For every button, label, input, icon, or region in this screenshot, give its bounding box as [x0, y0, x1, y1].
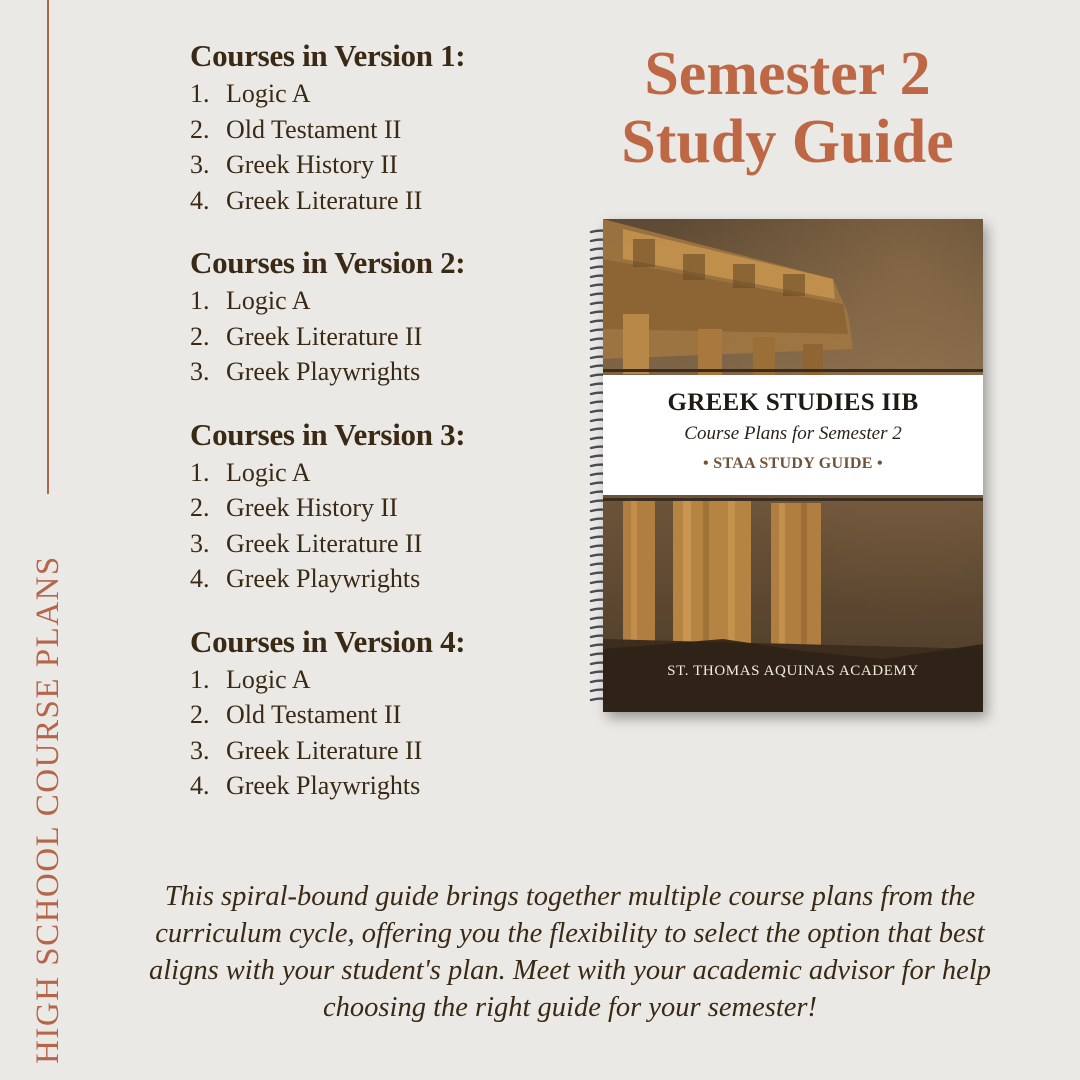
course-name: Logic A	[226, 664, 311, 694]
study-guide-book-cover	[603, 219, 983, 712]
title-line-2: Study Guide	[621, 108, 954, 176]
course-item	[190, 283, 570, 319]
course-name: Greek Playwrights	[226, 771, 421, 800]
version-heading: Courses in Version 3:	[190, 416, 466, 452]
course-item	[190, 183, 570, 219]
title-line-1: Semester 2	[644, 40, 931, 108]
course-name: Old Testament II	[226, 114, 402, 144]
course-item	[190, 455, 570, 491]
course-item	[190, 319, 570, 355]
cover-publisher: ST. THOMAS AQUINAS ACADEMY	[667, 663, 919, 679]
course-item	[190, 768, 570, 804]
course-name: Logic A	[226, 286, 311, 315]
course-number: 3.	[190, 528, 210, 558]
course-item	[190, 354, 570, 390]
course-number: 3.	[190, 735, 210, 765]
course-name: Logic A	[226, 79, 311, 108]
course-list	[190, 455, 570, 597]
course-number: 1.	[190, 457, 210, 487]
course-item	[190, 147, 570, 183]
version-block	[190, 622, 570, 804]
course-item	[190, 490, 570, 526]
cover-title-band	[603, 375, 983, 495]
cover-title: GREEK STUDIES IIB	[667, 389, 919, 416]
course-number: 4.	[190, 185, 210, 215]
course-number: 2.	[190, 493, 210, 522]
cover-band-rule	[603, 498, 983, 501]
course-item	[190, 733, 570, 769]
course-name: Greek History II	[226, 150, 398, 179]
description-text: This spiral-bound guide brings together multiple course plans from the curriculum cycle, offering you the flexibility to select the option that best aligns with your student's plan. Meet with your academic advisor for help choosing the right guide for your semester!	[148, 881, 992, 1023]
versions-list	[190, 36, 570, 829]
course-list	[190, 662, 570, 804]
course-name: Old Testament II	[226, 700, 402, 729]
course-item	[190, 112, 570, 148]
cover-subtitle: Course Plans for Semester 2	[684, 423, 902, 444]
version-heading: Courses in Version 4:	[190, 623, 466, 659]
course-number: 3.	[190, 150, 210, 179]
course-number: 1.	[190, 664, 210, 694]
course-name: Greek Literature II	[226, 735, 423, 765]
version-block	[190, 243, 570, 390]
cover-band-rule	[603, 369, 983, 372]
course-item	[190, 561, 570, 597]
course-list	[190, 283, 570, 390]
course-item	[190, 526, 570, 562]
course-item	[190, 662, 570, 698]
course-number: 1.	[190, 79, 210, 108]
course-name: Greek History II	[226, 493, 398, 522]
course-list	[190, 76, 570, 218]
version-block	[190, 415, 570, 597]
course-number: 2.	[190, 700, 210, 729]
course-number: 4.	[190, 771, 210, 800]
version-heading: Courses in Version 2:	[190, 245, 466, 280]
course-number: 1.	[190, 286, 210, 315]
version-heading: Courses in Version 1:	[190, 38, 466, 73]
cover-tag: • STAA STUDY GUIDE •	[703, 455, 883, 472]
course-number: 3.	[190, 357, 210, 386]
course-number: 4.	[190, 564, 210, 593]
course-name: Greek Playwrights	[226, 564, 421, 593]
course-number: 2.	[190, 321, 210, 351]
course-name: Greek Literature II	[226, 321, 423, 351]
page-title	[600, 40, 975, 176]
course-name: Logic A	[226, 457, 311, 487]
version-block	[190, 36, 570, 218]
course-number: 2.	[190, 114, 210, 144]
course-name: Greek Literature II	[226, 185, 423, 215]
course-item	[190, 697, 570, 733]
course-name: Greek Playwrights	[226, 357, 421, 386]
course-item	[190, 76, 570, 112]
side-label: HIGH SCHOOL COURSE PLANS	[30, 555, 66, 1064]
course-name: Greek Literature II	[226, 528, 423, 558]
side-divider-line	[47, 0, 49, 494]
